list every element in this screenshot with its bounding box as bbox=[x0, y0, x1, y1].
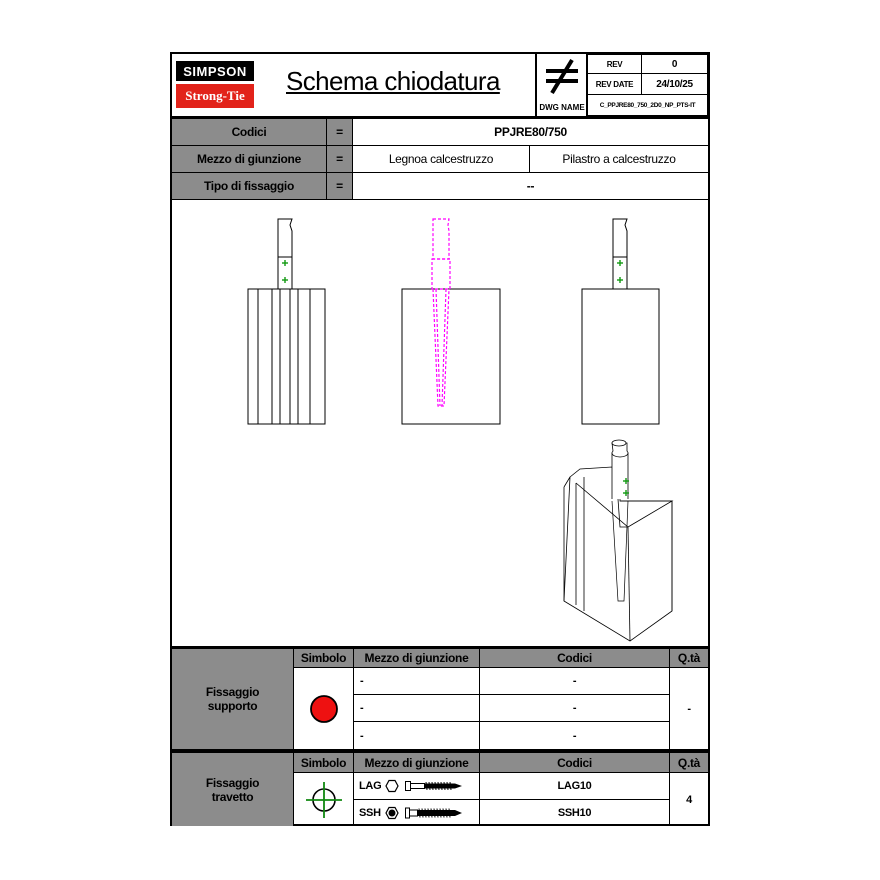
rev-date-label: REV DATE bbox=[587, 73, 642, 95]
drawing-area bbox=[172, 201, 708, 646]
brand-logo-strongtie: Strong-Tie bbox=[176, 84, 254, 108]
t1-qta-value: - bbox=[669, 667, 708, 750]
rev-date-value: 24/10/25 bbox=[641, 73, 708, 95]
fissaggio-travetto-section bbox=[172, 752, 294, 826]
t1-header-simbolo: Simbolo bbox=[293, 648, 354, 668]
mezzo-value-2: Pilastro a calcestruzzo bbox=[529, 145, 708, 173]
fissaggio-supporto-label: Fissaggio supporto bbox=[205, 685, 260, 713]
t2-header-codici: Codici bbox=[479, 752, 670, 773]
codici-eq: = bbox=[326, 118, 353, 146]
t2-row2-mezzo bbox=[353, 799, 480, 826]
t1-header-mezzo: Mezzo di giunzione bbox=[353, 648, 480, 668]
dwg-name-value: C_PPJRE80_750_2D0_NP_PTS-IT bbox=[587, 94, 708, 116]
rev-label: REV bbox=[587, 54, 642, 74]
hex-washer-head-icon bbox=[385, 806, 399, 820]
t1-row3-codici: - bbox=[479, 721, 670, 750]
mezzo-eq: = bbox=[326, 145, 353, 173]
tipo-label: Tipo di fissaggio bbox=[172, 172, 327, 200]
t2-row2-codici: SSH10 bbox=[479, 799, 670, 826]
lag-screw-icon bbox=[405, 780, 463, 792]
fissaggio-travetto-label: Fissaggio travetto bbox=[205, 775, 260, 804]
front-view-left bbox=[248, 219, 325, 424]
red-circle-symbol-icon bbox=[308, 693, 340, 725]
codici-value: PPJRE80/750 bbox=[352, 118, 708, 146]
drawing-sheet bbox=[170, 52, 710, 826]
side-view-right bbox=[582, 219, 659, 424]
not-equal-icon bbox=[537, 57, 587, 97]
tipo-eq: = bbox=[326, 172, 353, 200]
t2-header-qta: Q.tà bbox=[669, 752, 708, 773]
ssh-screw-icon bbox=[405, 807, 463, 819]
mezzo-value-1: Legnoa calcestruzzo bbox=[352, 145, 530, 173]
codici-label: Codici bbox=[172, 118, 327, 146]
crosshair-symbol-icon bbox=[304, 780, 344, 820]
rev-value: 0 bbox=[641, 54, 708, 74]
t1-row1-codici: - bbox=[479, 667, 670, 695]
t2-row1-mezzo-label: LAG bbox=[359, 780, 382, 792]
t1-symbol-cell bbox=[293, 667, 354, 750]
brand-logo-simpson: SIMPSON bbox=[176, 61, 254, 81]
t1-row2-codici: - bbox=[479, 694, 670, 722]
fissaggio-supporto-section bbox=[172, 648, 294, 750]
t2-symbol-cell bbox=[293, 772, 354, 826]
t2-header-simbolo: Simbolo bbox=[293, 752, 354, 773]
t1-row2-mezzo: - bbox=[353, 694, 480, 722]
t2-row1-codici: LAG10 bbox=[479, 772, 670, 800]
isometric-view bbox=[564, 440, 672, 641]
dwg-name-label: DWG NAME bbox=[539, 102, 585, 112]
t1-row1-mezzo: - bbox=[353, 667, 480, 695]
t2-row1-mezzo bbox=[353, 772, 480, 800]
page-title: Schema chiodatura bbox=[286, 66, 500, 96]
tipo-value: -- bbox=[352, 172, 708, 200]
t2-qta-value: 4 bbox=[669, 772, 708, 826]
t1-header-codici: Codici bbox=[479, 648, 670, 668]
mezzo-label: Mezzo di giunzione bbox=[172, 145, 327, 173]
t2-row2-mezzo-label: SSH bbox=[359, 807, 381, 819]
t1-header-qta: Q.tà bbox=[669, 648, 708, 668]
t1-row3-mezzo: - bbox=[353, 721, 480, 750]
t2-header-mezzo: Mezzo di giunzione bbox=[353, 752, 480, 773]
section-view-center bbox=[402, 219, 500, 424]
hex-head-icon bbox=[385, 779, 399, 793]
